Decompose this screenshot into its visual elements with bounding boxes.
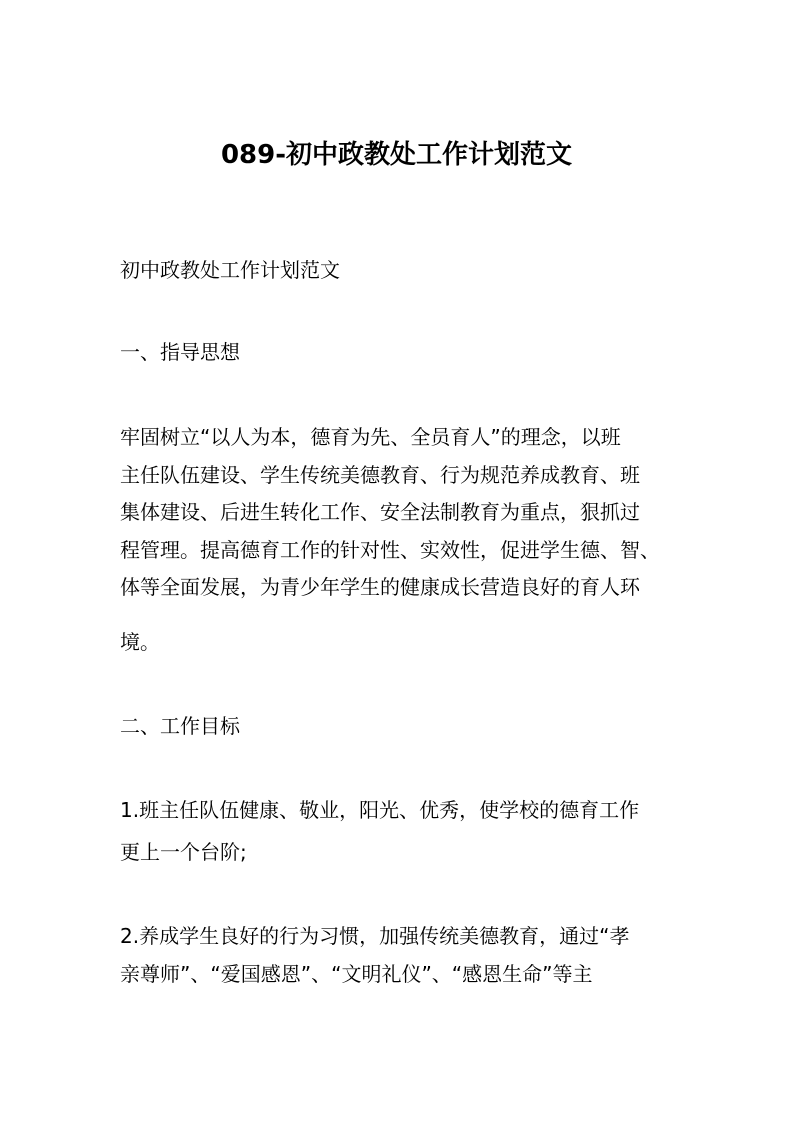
- section-heading: 二、工作目标: [120, 714, 240, 738]
- paragraph-line: 亲尊师”、“爱国感恩”、“文明礼仪”、“感恩生命”等主: [120, 962, 593, 986]
- paragraph-line: 主任队伍建设、学生传统美德教育、行为规范养成教育、班: [120, 463, 640, 487]
- paragraph-line: 2.养成学生良好的行为习惯，加强传统美德教育，通过“孝: [120, 924, 630, 948]
- paragraph-line: 牢固树立“以人为本，德育为先、全员育人”的理念，以班: [120, 425, 621, 449]
- paragraph-line: 更上一个台阶;: [120, 840, 247, 864]
- paragraph-line: 程管理。提高德育工作的针对性、实效性，促进学生德、智、: [120, 538, 660, 562]
- paragraph-line: 1.班主任队伍健康、敬业，阳光、优秀，使学校的德育工作: [120, 798, 640, 822]
- paragraph-line: 集体建设、后进生转化工作、安全法制教育为重点，狠抓过: [120, 500, 640, 524]
- section-heading: 一、指导思想: [120, 340, 240, 364]
- subtitle: 初中政教处工作计划范文: [120, 258, 340, 282]
- paragraph-line: 体等全面发展，为青少年学生的健康成长营造良好的育人环: [120, 575, 640, 599]
- paragraph-line: 境。: [120, 630, 160, 654]
- document-title: 089-初中政教处工作计划范文: [220, 140, 573, 170]
